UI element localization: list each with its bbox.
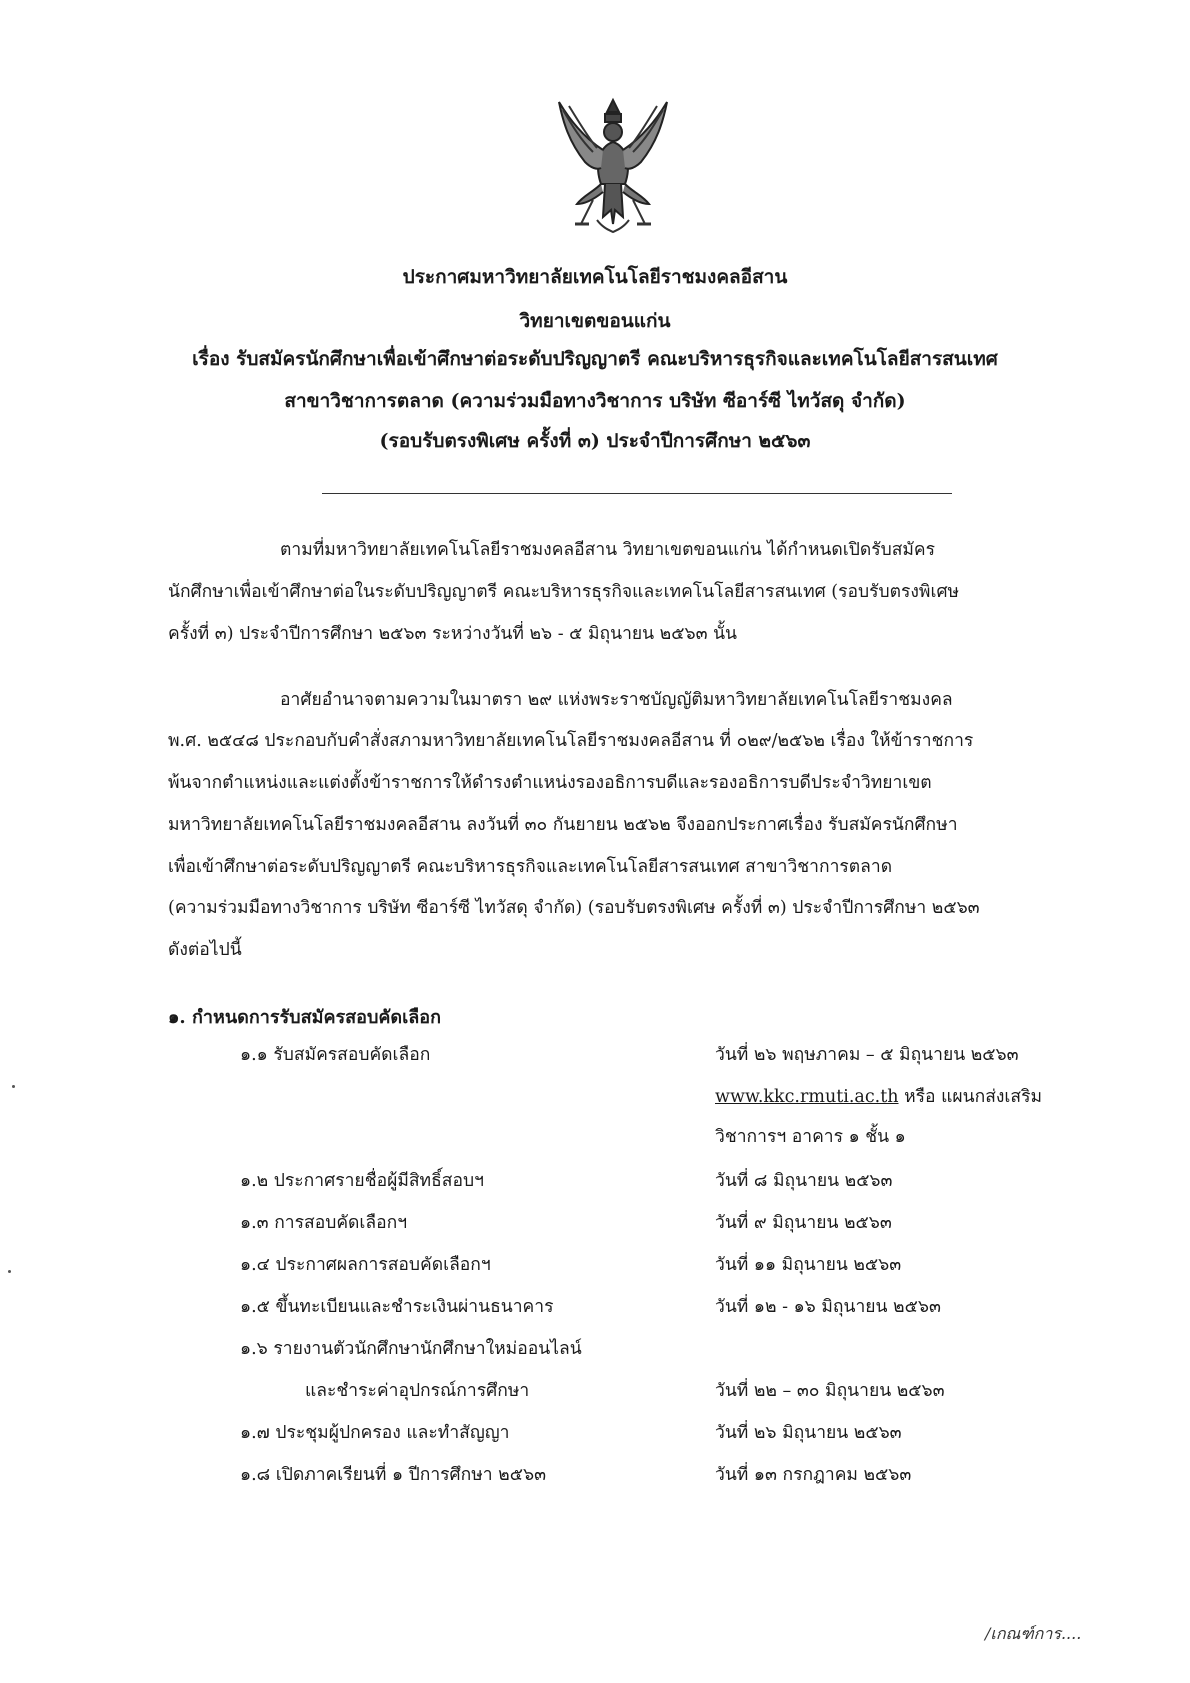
paragraph-2-line: ดังต่อไปนี้ xyxy=(168,940,242,960)
section-1-title: ๑. กำหนดการรับสมัครสอบคัดเลือก xyxy=(168,1007,441,1028)
schedule-item-date: วันที่ ๑๓ กรกฎาคม ๒๕๖๓ xyxy=(715,1465,912,1485)
paragraph-2-line: อาศัยอำนาจตามความในมาตรา ๒๙ แห่งพระราชบัญญัติมหาวิทยาลัยเทคโนโลยีราชมงคล xyxy=(280,690,953,710)
schedule-item-label: ๑.๓ การสอบคัดเลือกฯ xyxy=(240,1213,408,1233)
paragraph-2-line: พ.ศ. ๒๕๔๘ ประกอบกับคำสั่งสภามหาวิทยาลัยเทคโนโลยีราชมงคลอีสาน ที่ ๐๒๙/๒๕๖๒ เรื่อง ให้ข้าราชการ xyxy=(168,731,974,751)
garuda-emblem xyxy=(553,92,673,242)
schedule-item-label: ๑.๖ รายงานตัวนักศึกษานักศึกษาใหม่ออนไลน์ xyxy=(240,1339,582,1359)
paragraph-2-line: เพื่อเข้าศึกษาต่อระดับปริญญาตรี คณะบริหารธุรกิจและเทคโนโลยีสารสนเทศ สาขาวิชาการตลาด xyxy=(168,857,893,877)
website-link[interactable]: www.kkc.rmuti.ac.th xyxy=(715,1087,899,1107)
schedule-item-label: ๑.๑ รับสมัครสอบคัดเลือก xyxy=(240,1045,431,1065)
schedule-item-date: วันที่ ๘ มิถุนายน ๒๕๖๓ xyxy=(715,1171,893,1191)
heading-line-5: (รอบรับตรงพิเศษ ครั้งที่ ๓) ประจำปีการศึกษา ๒๕๖๓ xyxy=(379,430,811,452)
schedule-location-line: วิชาการฯ อาคาร ๑ ชั้น ๑ xyxy=(715,1127,906,1147)
paragraph-2-line: พ้นจากตำแหน่งและแต่งตั้งข้าราชการให้ดำรงตำแหน่งรองอธิการบดีและรองอธิการบดีประจำวิทยาเขต xyxy=(168,773,932,793)
website-suffix: หรือ แผนกส่งเสริม xyxy=(898,1087,1043,1107)
schedule-item-label: ๑.๘ เปิดภาคเรียนที่ ๑ ปีการศึกษา ๒๕๖๓ xyxy=(240,1465,547,1485)
heading-line-4: สาขาวิชาการตลาด (ความร่วมมือทางวิชาการ บริษัท ซีอาร์ซี ไทวัสดุ จำกัด) xyxy=(284,390,906,412)
paragraph-2-line: มหาวิทยาลัยเทคโนโลยีราชมงคลอีสาน ลงวันที่ ๓๐ กันยายน ๒๕๖๒ จึงออกประกาศเรื่อง รับสมัครนักศึกษา xyxy=(168,815,958,835)
paragraph-1-line: นักศึกษาเพื่อเข้าศึกษาต่อในระดับปริญญาตรี คณะบริหารธุรกิจและเทคโนโลยีสารสนเทศ (รอบรับตรงพิเศษ xyxy=(168,582,960,602)
schedule-item-date: วันที่ ๑๒ - ๑๖ มิถุนายน ๒๕๖๓ xyxy=(715,1297,941,1317)
schedule-item-label: ๑.๔ ประกาศผลการสอบคัดเลือกฯ xyxy=(240,1255,491,1275)
schedule-item-date: วันที่ ๒๖ พฤษภาคม – ๕ มิถุนายน ๒๕๖๓ xyxy=(715,1045,1019,1065)
scan-speck xyxy=(12,1085,15,1088)
schedule-item-label: และชำระค่าอุปกรณ์การศึกษา xyxy=(305,1381,530,1401)
heading-line-2: วิทยาเขตขอนแก่น xyxy=(519,310,671,332)
paragraph-1-line: ตามที่มหาวิทยาลัยเทคโนโลยีราชมงคลอีสาน วิทยาเขตขอนแก่น ได้กำหนดเปิดรับสมัคร xyxy=(280,540,936,560)
schedule-item-date: วันที่ ๙ มิถุนายน ๒๕๖๓ xyxy=(715,1213,892,1233)
paragraph-1-line: ครั้งที่ ๓) ประจำปีการศึกษา ๒๕๖๓ ระหว่างวันที่ ๒๖ - ๕ มิถุนายน ๒๕๖๓ นั้น xyxy=(168,624,738,644)
schedule-item-date: วันที่ ๑๑ มิถุนายน ๒๕๖๓ xyxy=(715,1255,902,1275)
scan-speck xyxy=(8,1270,11,1273)
schedule-item-date: วันที่ ๒๒ – ๓๐ มิถุนายน ๒๕๖๓ xyxy=(715,1381,945,1401)
continued-note: /เกณฑ์การ.... xyxy=(985,1624,1082,1643)
paragraph-2-line: (ความร่วมมือทางวิชาการ บริษัท ซีอาร์ซี ไทวัสดุ จำกัด) (รอบรับตรงพิเศษ ครั้งที่ ๓) ประจำปีการศึกษา ๒๕๖๓ xyxy=(168,898,980,918)
schedule-item-label: ๑.๗ ประชุมผู้ปกครอง และทำสัญญา xyxy=(240,1423,510,1443)
schedule-website-line xyxy=(715,1082,1042,1110)
schedule-item-label: ๑.๕ ขึ้นทะเบียนและชำระเงินผ่านธนาคาร xyxy=(240,1297,554,1317)
heading-line-1: ประกาศมหาวิทยาลัยเทคโนโลยีราชมงคลอีสาน xyxy=(402,266,788,288)
schedule-item-label: ๑.๒ ประกาศรายชื่อผู้มีสิทธิ์สอบฯ xyxy=(240,1171,484,1191)
schedule-item-date: วันที่ ๒๖ มิถุนายน ๒๕๖๓ xyxy=(715,1423,902,1443)
heading-line-3: เรื่อง รับสมัครนักศึกษาเพื่อเข้าศึกษาต่อระดับปริญญาตรี คณะบริหารธุรกิจและเทคโนโลยีสารสนเทศ xyxy=(192,348,998,370)
heading-divider xyxy=(322,493,952,494)
